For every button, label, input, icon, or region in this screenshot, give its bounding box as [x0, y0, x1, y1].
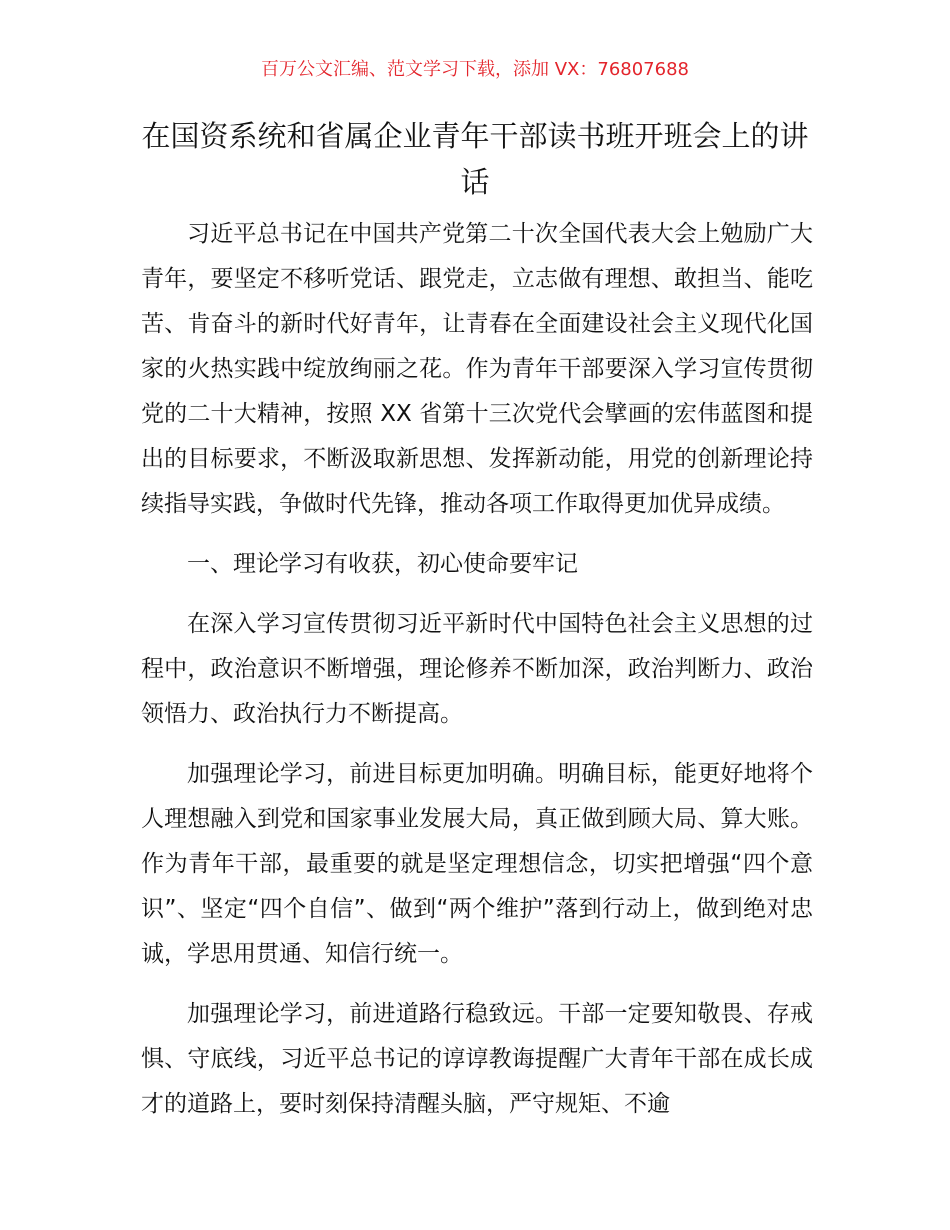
paragraph: 加强理论学习，前进道路行稳致远。干部一定要知敬畏、存戒惧、守底线，习近平总书记的谆谆教诲提醒广大青年干部在成长成才的道路上，要时刻保持清醒头脑，严守规矩、不逾	[141, 1001, 813, 1117]
paragraph: 加强理论学习，前进目标更加明确。明确目标，能更好地将个人理想融入到党和国家事业发展大局，真正做到顾大局、算大账。作为青年干部，最重要的就是坚定理想信念，切实把增强“四个意识”、坚定“四个自信”、做到“两个维护”落到行动上，做到绝对忠诚，学思用贯通、知信行统一。	[141, 761, 813, 967]
header-note: 百万公文汇编、范文学习下载，添加 VX：76807688	[261, 59, 689, 80]
paragraph-intro: 习近平总书记在中国共产党第二十次全国代表大会上勉励广大青年，要坚定不移听党话、跟党走，立志做有理想、敢担当、能吃苦、肯奋斗的新时代好青年，让青春在全面建设社会主义现代化国家的火热实践中绽放绚丽之花。作为青年干部要深入学习宣传贯彻党的二十大精神，按照 XX 省第十三次党代会擘画的宏伟蓝图和提出的目标要求，不断汲取新思想、发挥新动能，用党的创新理论持续指导实践，争做时代先锋，推动各项工作取得更加优异成绩。	[141, 221, 813, 517]
document-body	[141, 212, 813, 1142]
page-title: 在国资系统和省属企业青年干部读书班开班会上的讲话	[141, 119, 809, 199]
section-heading: 一、理论学习有收获，初心使命要牢记	[187, 551, 578, 577]
paragraph: 在深入学习宣传贯彻习近平新时代中国特色社会主义思想的过程中，政治意识不断增强，理论修养不断加深，政治判断力、政治领悟力、政治执行力不断提高。	[141, 611, 813, 727]
